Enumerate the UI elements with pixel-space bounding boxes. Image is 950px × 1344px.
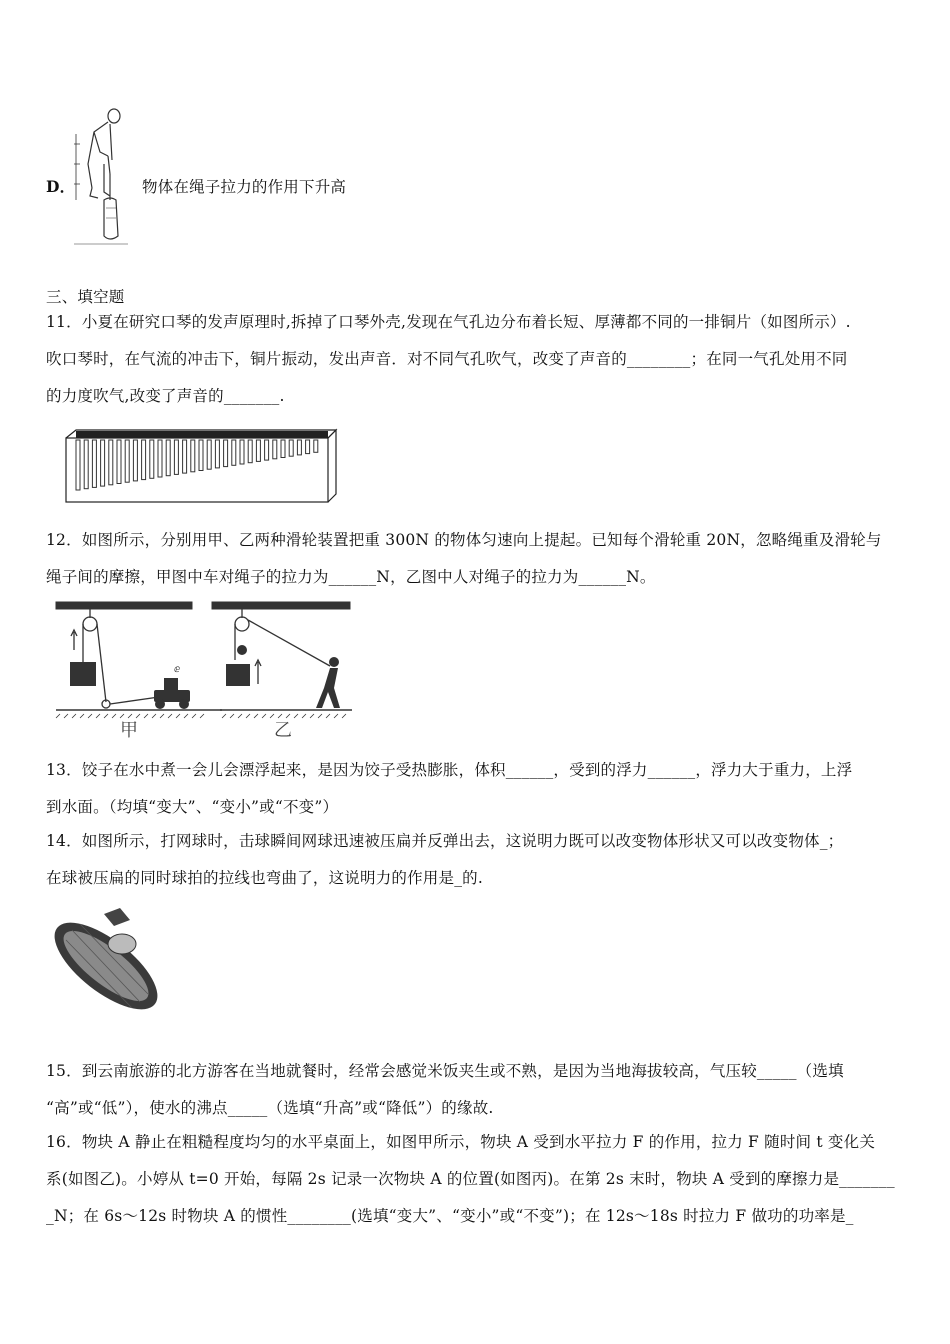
reed	[207, 440, 211, 469]
person-lifting-figure	[70, 104, 132, 250]
reed	[76, 440, 80, 490]
reed	[125, 440, 129, 482]
pulley-label-left: 甲	[120, 720, 138, 741]
q11-line2: 吹口琴时，在气流的冲击下，铜片振动，发出声音．对不同气孔吹气，改变了声音的________；在同一气孔处用不同	[46, 350, 848, 368]
reed	[265, 440, 269, 460]
section-title: 三、填空题	[46, 288, 125, 306]
q16-line3: _N；在 6s～12s 时物块 A 的惯性________(选填“变大”、“变小”或“不变”)；在 12s～18s 时拉力 F 做功的功率是_	[46, 1207, 854, 1225]
reed	[92, 440, 96, 487]
q14-line2: 在球被压扁的同时球拍的拉线也弯曲了，这说明力的作用是_的.	[46, 869, 483, 887]
q12-line1: 12．如图所示，分别用甲、乙两种滑轮装置把重 300N 的物体匀速向上提起。已知每个滑轮重 20N，忽略绳重及滑轮与	[46, 531, 882, 549]
reed	[84, 440, 88, 489]
reed	[306, 440, 310, 454]
reed	[158, 440, 162, 477]
reed	[256, 440, 260, 461]
option-d-text: 物体在绳子拉力的作用下升高	[142, 178, 347, 196]
q11-line1: 11．小夏在研究口琴的发声原理时,拆掉了口琴外壳,发现在气孔边分布着长短、厚薄都不同的一排铜片（如图所示）.	[46, 313, 851, 331]
reed	[281, 440, 285, 458]
q15-line1: 15．到云南旅游的北方游客在当地就餐时，经常会感觉米饭夹生或不熟，是因为当地海拔较高，气压较_____（选填	[46, 1062, 844, 1080]
pulley-label-right: 乙	[274, 720, 292, 741]
q12-line2: 绳子间的摩擦，甲图中车对绳子的拉力为______N，乙图中人对绳子的拉力为______N。	[46, 568, 656, 586]
pulley-figure	[54, 600, 354, 744]
reed	[117, 440, 121, 484]
reed	[232, 440, 236, 465]
q14-line1: 14．如图所示，打网球时，击球瞬间网球迅速被压扁并反弹出去，这说明力既可以改变物体形状又可以改变物体_；	[46, 832, 844, 850]
reed	[142, 440, 146, 480]
reed	[240, 440, 244, 464]
reed	[273, 440, 277, 459]
reed	[289, 440, 293, 456]
svg-text:ⅇ: ⅇ	[174, 664, 181, 675]
q13-line2: 到水面。（均填“变大”、“变小”或“不变”）	[46, 798, 339, 816]
reed	[297, 440, 301, 455]
q13-line1: 13．饺子在水中煮一会儿会漂浮起来，是因为饺子受热膨胀，体积______，受到的浮力______，浮力大于重力，上浮	[46, 761, 853, 779]
reed	[166, 440, 170, 476]
q11-line3: 的力度吹气,改变了声音的_______.	[46, 387, 285, 405]
reed	[133, 440, 137, 481]
q16-line2: 系(如图乙)。小婷从 t=0 开始，每隔 2s 记录一次物块 A 的位置(如图丙)。在第 2s 末时，物块 A 受到的摩擦力是_______	[46, 1170, 895, 1188]
reed	[248, 440, 252, 463]
q15-line2: “高”或“低”），使水的沸点_____（选填“升高”或“降低”）的缘故.	[46, 1099, 494, 1117]
reed	[109, 440, 113, 485]
q16-line1: 16．物块 A 静止在粗糙程度均匀的水平桌面上，如图甲所示，物块 A 受到水平拉力 F 的作用，拉力 F 随时间 t 变化关	[46, 1133, 876, 1151]
option-d-label: D．	[46, 177, 76, 196]
reed	[199, 440, 203, 471]
reed	[191, 440, 195, 472]
reed	[314, 440, 318, 452]
reed	[183, 440, 187, 473]
reed	[215, 440, 219, 468]
reed	[174, 440, 178, 474]
reed	[150, 440, 154, 478]
reed	[224, 440, 228, 467]
harmonica-reed-figure	[64, 428, 340, 506]
tennis-racket-figure	[44, 904, 170, 1024]
reed	[101, 440, 105, 486]
